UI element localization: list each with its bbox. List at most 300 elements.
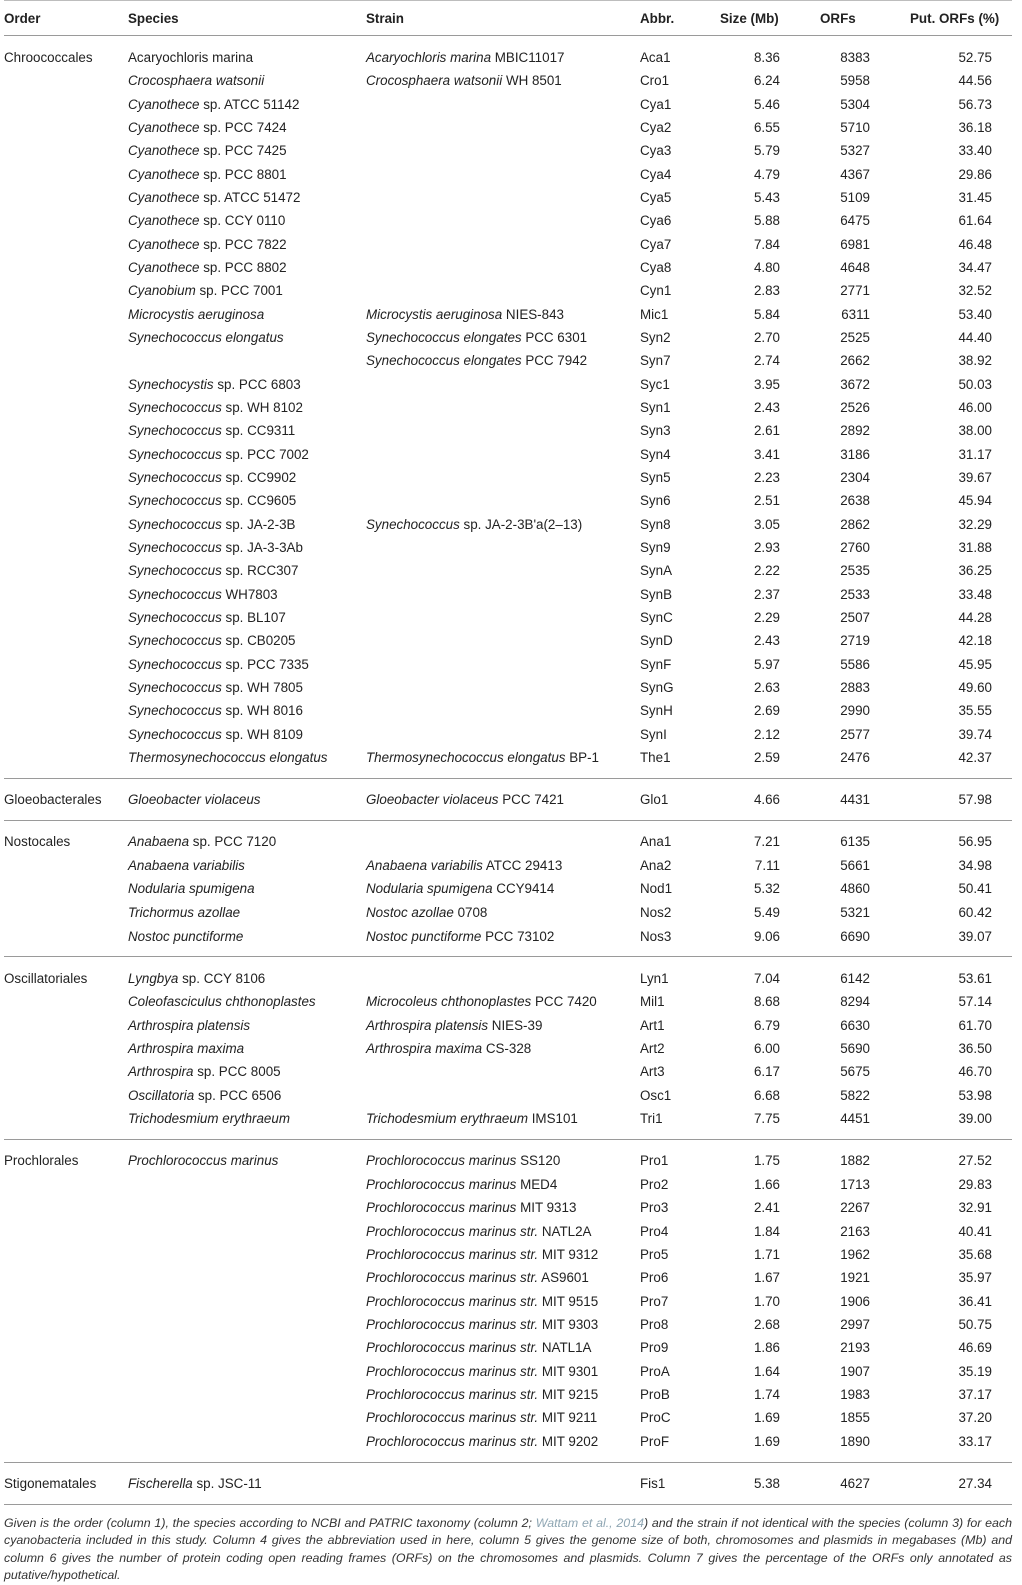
cell-put-orfs: 31.45 — [958, 189, 992, 205]
cell-orfs: 2267 — [840, 1200, 870, 1216]
table-row — [4, 990, 1012, 1013]
cell-size: 6.68 — [753, 1087, 780, 1103]
cell-put-orfs: 50.03 — [958, 376, 992, 392]
cell-size: 1.74 — [753, 1386, 780, 1402]
cell-order — [4, 924, 128, 957]
cell-size: 2.41 — [753, 1200, 780, 1216]
cell-put-orfs: 40.41 — [958, 1223, 992, 1239]
cell-abbr: Cya7 — [640, 236, 672, 252]
table-row — [4, 653, 1012, 676]
species-rest: sp. PCC 7120 — [189, 834, 277, 850]
cell-put-orfs: 42.18 — [958, 633, 992, 649]
strain-italic: Prochlorococcus marinus str. — [366, 1340, 539, 1356]
cell-species — [128, 1196, 366, 1219]
species-rest: sp. PCC 6803 — [213, 376, 301, 392]
cell-size: 2.43 — [753, 633, 780, 649]
cell-put-orfs: 46.00 — [958, 399, 992, 415]
cell-order — [4, 1336, 128, 1359]
strain-rest: sp. JA-2-3B'a(2–13) — [459, 516, 583, 532]
species-italic: Cyanothece — [128, 143, 200, 159]
species-rest: sp. PCC 7001 — [195, 283, 283, 299]
table-row — [4, 69, 1012, 92]
caption-text-before: Given is the order (column 1), the species according to NCBI and PATRIC taxonomy (column 2; — [4, 1515, 536, 1530]
cell-put-orfs: 49.60 — [958, 680, 992, 696]
cell-size: 1.70 — [753, 1293, 780, 1309]
species-italic: Gloeobacter violaceus — [128, 792, 261, 808]
species-rest: sp. PCC 7424 — [199, 119, 287, 135]
cell-abbr: Pro3 — [640, 1200, 669, 1216]
cell-size: 5.38 — [712, 1462, 802, 1504]
table-row — [4, 466, 1012, 489]
cell-size: 8.36 — [753, 49, 780, 65]
cell-species — [128, 957, 366, 991]
cell-size: 5.49 — [753, 904, 780, 920]
cell-species — [128, 536, 366, 559]
cell-order: Stigonematales — [4, 1462, 128, 1504]
species-rest: sp. JA-3-3Ab — [221, 540, 303, 556]
cell-order — [4, 1383, 128, 1406]
cell-put-orfs: 45.94 — [958, 493, 992, 509]
cell-orfs: 8383 — [840, 49, 870, 65]
cell-strain — [366, 653, 640, 676]
cell-put-orfs: 52.75 — [958, 49, 992, 65]
cell-species — [128, 1430, 366, 1463]
cell-orfs: 1906 — [840, 1293, 870, 1309]
cell-species — [128, 69, 366, 92]
strain-rest: ATCC 29413 — [482, 858, 563, 874]
cell-order: Prochlorales — [4, 1139, 128, 1173]
table-row — [4, 162, 1012, 185]
cell-size: 7.11 — [754, 858, 780, 874]
species-italic: Cyanothece — [128, 96, 200, 112]
table-row — [4, 92, 1012, 115]
cell-species — [128, 583, 366, 606]
strain-italic: Acaryochloris marina — [366, 49, 492, 65]
cell-strain — [366, 419, 640, 442]
table-row — [4, 1139, 1012, 1173]
cell-orfs: 6311 — [841, 306, 870, 322]
strain-italic: Prochlorococcus marinus — [366, 1176, 517, 1192]
strain-italic: Synechococcus — [366, 516, 460, 532]
strain-rest: MIT 9211 — [538, 1410, 598, 1426]
header-abbr: Abbr. — [640, 1, 712, 36]
strain-italic: Prochlorococcus marinus str. — [366, 1270, 539, 1286]
species-rest: sp. CC9902 — [221, 470, 297, 486]
cell-strain — [366, 746, 640, 779]
cell-strain — [366, 1266, 640, 1289]
cell-orfs: 4860 — [840, 881, 870, 897]
cell-abbr: Cya5 — [640, 189, 672, 205]
cell-order — [4, 1243, 128, 1266]
strain-italic: Prochlorococcus marinus str. — [366, 1386, 539, 1402]
species-rest: sp. CCY 8106 — [178, 970, 266, 986]
species-italic: Cyanothece — [128, 213, 200, 229]
cell-orfs: 4367 — [840, 166, 870, 182]
cell-put-orfs: 27.34 — [892, 1462, 1012, 1504]
species-rest: sp. CCY 0110 — [199, 213, 286, 229]
cell-order — [4, 396, 128, 419]
strain-italic: Gloeobacter violaceus — [366, 792, 499, 808]
table-row — [4, 1243, 1012, 1266]
cell-put-orfs: 56.73 — [958, 96, 992, 112]
species-italic: Synechococcus — [128, 446, 222, 462]
table-row — [4, 1336, 1012, 1359]
cell-size: 1.64 — [753, 1363, 780, 1379]
cell-orfs: 2163 — [840, 1223, 870, 1239]
table-row — [4, 957, 1012, 991]
table-row — [4, 139, 1012, 162]
cell-order — [4, 513, 128, 536]
species-rest: sp. WH 7805 — [221, 680, 303, 696]
cell-abbr: SynD — [640, 633, 673, 649]
species-italic: Synechococcus — [128, 540, 222, 556]
species-rest: sp. PCC 8802 — [199, 259, 287, 275]
species-rest: sp. PCC 7822 — [199, 236, 287, 252]
cell-strain — [366, 723, 640, 746]
cell-orfs: 6475 — [840, 213, 870, 229]
table-row — [4, 1196, 1012, 1219]
cell-order — [4, 1173, 128, 1196]
cell-order — [4, 1430, 128, 1463]
species-italic: Prochlorococcus marinus — [128, 1153, 279, 1169]
cell-strain — [366, 1219, 640, 1242]
cell-strain — [366, 1060, 640, 1083]
table-body — [4, 36, 1012, 1505]
strain-rest: MED4 — [516, 1176, 558, 1192]
cell-strain — [366, 629, 640, 652]
cell-orfs: 2862 — [840, 516, 870, 532]
cell-size: 1.86 — [753, 1340, 780, 1356]
cell-species — [128, 1219, 366, 1242]
cell-orfs: 5822 — [840, 1087, 870, 1103]
table-row — [4, 1173, 1012, 1196]
cell-orfs: 2883 — [840, 680, 870, 696]
cell-order — [4, 1107, 128, 1140]
cell-order — [4, 232, 128, 255]
cell-order — [4, 69, 128, 92]
cell-species — [128, 1406, 366, 1429]
cell-abbr: Ana2 — [640, 858, 672, 874]
cell-order — [4, 1313, 128, 1336]
species-rest: sp. PCC 8005 — [193, 1064, 281, 1080]
species-italic: Cyanothece — [128, 119, 200, 135]
cell-size: 1.66 — [753, 1176, 780, 1192]
cell-species — [128, 877, 366, 900]
cell-species — [128, 1359, 366, 1382]
table-row — [4, 419, 1012, 442]
species-italic: Crocosphaera watsonii — [128, 73, 265, 89]
table-row — [4, 1219, 1012, 1242]
cell-put-orfs: 50.75 — [958, 1316, 992, 1332]
cell-order — [4, 162, 128, 185]
cell-abbr: Art2 — [640, 1040, 665, 1056]
cell-order — [4, 990, 128, 1013]
cell-abbr: Nos2 — [640, 904, 672, 920]
cell-order — [4, 1219, 128, 1242]
cell-strain — [366, 676, 640, 699]
table-row — [4, 583, 1012, 606]
cell-species — [128, 92, 366, 115]
species-rest: sp. JSC-11 — [192, 1476, 262, 1491]
cell-order — [4, 1037, 128, 1060]
cell-strain — [366, 699, 640, 722]
cell-size: 2.68 — [753, 1316, 780, 1332]
table-row — [4, 489, 1012, 512]
cell-size: 7.04 — [712, 957, 802, 991]
cell-put-orfs: 35.55 — [958, 703, 992, 719]
table-row — [4, 559, 1012, 582]
table-row — [4, 302, 1012, 325]
cell-orfs: 6690 — [840, 928, 870, 944]
cell-abbr: SynF — [640, 656, 672, 672]
cell-strain — [366, 924, 640, 957]
species-rest: sp. ATCC 51472 — [199, 189, 301, 205]
cell-orfs: 5675 — [840, 1064, 870, 1080]
cell-order — [4, 372, 128, 395]
table-row — [4, 1266, 1012, 1289]
header-size: Size (Mb) — [712, 1, 802, 36]
cell-orfs: 1983 — [840, 1386, 870, 1402]
cell-size: 8.68 — [753, 994, 780, 1010]
species-rest: sp. PCC 7002 — [221, 446, 309, 462]
cell-size: 2.61 — [753, 423, 780, 439]
table-row — [4, 1406, 1012, 1429]
cell-abbr: Cya4 — [640, 166, 672, 182]
cell-size: 3.05 — [753, 516, 780, 532]
cell-species — [128, 372, 366, 395]
cell-species — [128, 676, 366, 699]
cell-species — [128, 349, 366, 372]
cell-size: 1.69 — [753, 1410, 780, 1426]
cell-order: Oscillatoriales — [4, 957, 128, 991]
species-rest: sp. PCC 7425 — [199, 143, 287, 159]
cell-abbr: SynI — [640, 726, 667, 742]
cell-size: 7.84 — [753, 236, 780, 252]
cell-orfs: 2507 — [840, 610, 870, 626]
cell-strain — [366, 1139, 640, 1173]
cell-strain — [366, 778, 640, 820]
cell-order — [4, 1266, 128, 1289]
cell-abbr: Tri1 — [640, 1111, 663, 1127]
citation-link[interactable]: Wattam et al., 2014 — [535, 1515, 644, 1530]
cell-strain — [366, 302, 640, 325]
strain-italic: Crocosphaera watsonii — [366, 73, 503, 89]
cell-orfs: 4431 — [802, 778, 892, 820]
cell-size: 1.69 — [753, 1434, 780, 1449]
cell-species — [128, 1383, 366, 1406]
header-put-orfs: Put. ORFs (%) — [892, 1, 1012, 36]
strain-italic: Thermosynechococcus elongatus — [366, 750, 566, 766]
strain-italic: Prochlorococcus marinus — [366, 1153, 517, 1169]
species-italic: Cyanothece — [128, 189, 200, 205]
cell-strain — [366, 372, 640, 395]
cell-abbr: Syn3 — [640, 423, 671, 439]
cell-abbr: Cya6 — [640, 213, 672, 229]
cell-orfs: 1921 — [840, 1270, 870, 1286]
cell-put-orfs: 53.40 — [958, 306, 992, 322]
cell-put-orfs: 38.92 — [958, 353, 992, 369]
cell-orfs: 1713 — [840, 1176, 870, 1192]
cell-order — [4, 256, 128, 279]
cell-put-orfs: 44.40 — [958, 329, 992, 345]
cell-size: 2.12 — [753, 726, 780, 742]
cell-put-orfs: 31.88 — [958, 540, 992, 556]
cell-put-orfs: 60.42 — [958, 904, 992, 920]
species-italic: Synechococcus — [128, 586, 222, 602]
species-italic: Synechococcus elongatus — [128, 329, 284, 345]
cell-strain — [366, 1243, 640, 1266]
cell-species — [128, 1336, 366, 1359]
cell-species — [128, 924, 366, 957]
species-italic: Fischerella — [128, 1476, 193, 1491]
species-italic: Anabaena — [128, 834, 190, 850]
table-row — [4, 877, 1012, 900]
cell-abbr: The1 — [640, 750, 671, 766]
cell-abbr: Syc1 — [640, 376, 670, 392]
cell-abbr: Pro7 — [640, 1293, 669, 1309]
cell-orfs: 2304 — [840, 470, 870, 486]
species-rest: sp. WH 8016 — [221, 703, 303, 719]
table-row — [4, 536, 1012, 559]
cell-put-orfs: 32.52 — [958, 283, 992, 299]
strain-italic: Anabaena variabilis — [366, 858, 483, 874]
cell-orfs: 5690 — [840, 1040, 870, 1056]
cell-abbr: Nod1 — [640, 881, 673, 897]
cell-size: 2.63 — [753, 680, 780, 696]
cell-size: 2.83 — [753, 283, 780, 299]
cell-size: 5.43 — [753, 189, 780, 205]
table-row — [4, 629, 1012, 652]
species-italic: Synechococcus — [128, 610, 222, 626]
cell-strain — [366, 1289, 640, 1312]
cell-abbr: ProF — [640, 1434, 670, 1449]
cell-put-orfs: 39.00 — [958, 1111, 992, 1127]
cell-size: 7.21 — [712, 820, 802, 854]
cell-species — [128, 513, 366, 536]
species-italic: Cyanothece — [128, 259, 200, 275]
cell-species — [128, 1139, 366, 1173]
cell-orfs: 5321 — [840, 904, 870, 920]
cell-order — [4, 466, 128, 489]
cell-size: 2.59 — [753, 750, 780, 766]
cell-species — [128, 559, 366, 582]
species-italic: Synechococcus — [128, 680, 222, 696]
cell-species — [128, 854, 366, 877]
strain-rest: MIT 9215 — [538, 1386, 599, 1402]
cell-put-orfs: 46.70 — [958, 1064, 992, 1080]
table-caption — [4, 1515, 1012, 1585]
cell-strain — [366, 559, 640, 582]
strain-italic: Prochlorococcus marinus str. — [366, 1223, 539, 1239]
table-row — [4, 820, 1012, 854]
cell-size: 7.75 — [753, 1111, 780, 1127]
cell-order — [4, 1083, 128, 1106]
cell-order — [4, 653, 128, 676]
table-row — [4, 1313, 1012, 1336]
cell-put-orfs: 36.25 — [958, 563, 992, 579]
table-row — [4, 723, 1012, 746]
cell-abbr: Pro4 — [640, 1223, 669, 1239]
cell-put-orfs: 44.28 — [958, 610, 992, 626]
cell-strain — [366, 256, 640, 279]
cell-order — [4, 279, 128, 302]
species-rest: sp. ATCC 51142 — [199, 96, 300, 112]
cell-abbr: Syn5 — [640, 470, 671, 486]
cell-abbr: Ana1 — [640, 820, 712, 854]
cell-order — [4, 746, 128, 779]
cell-strain — [366, 466, 640, 489]
strain-rest: MIT 9202 — [538, 1434, 599, 1449]
cell-species — [128, 1243, 366, 1266]
cell-orfs: 4627 — [802, 1462, 892, 1504]
species-italic: Synechococcus — [128, 470, 222, 486]
cell-order — [4, 901, 128, 924]
cell-species — [128, 1013, 366, 1036]
cell-order: Nostocales — [4, 820, 128, 854]
strain-rest: PCC 7421 — [498, 792, 565, 808]
cell-strain — [366, 990, 640, 1013]
cell-order — [4, 349, 128, 372]
cell-orfs: 5586 — [840, 656, 870, 672]
cell-order: Gloeobacterales — [4, 778, 128, 820]
cell-order — [4, 1359, 128, 1382]
table-row — [4, 232, 1012, 255]
cell-size: 1.75 — [712, 1139, 802, 1173]
strain-rest: MIT 9313 — [516, 1200, 577, 1216]
cell-species — [128, 489, 366, 512]
cell-orfs: 6142 — [802, 957, 892, 991]
strain-rest: MIT 9303 — [538, 1316, 599, 1332]
cell-strain — [366, 820, 640, 854]
cell-orfs: 8294 — [840, 994, 870, 1010]
cell-put-orfs: 29.86 — [958, 166, 992, 182]
cell-orfs: 1890 — [840, 1434, 870, 1449]
species-italic: Synechococcus — [128, 656, 222, 672]
cell-strain — [366, 606, 640, 629]
strain-italic: Nostoc azollae — [366, 904, 454, 920]
cell-put-orfs: 32.91 — [958, 1200, 992, 1216]
species-italic: Oscillatoria — [128, 1087, 195, 1103]
strain-rest: PCC 73102 — [481, 928, 555, 944]
cell-strain — [366, 1013, 640, 1036]
table-row — [4, 778, 1012, 820]
cell-orfs: 1882 — [802, 1139, 892, 1173]
species-italic: Nodularia spumigena — [128, 881, 255, 897]
cell-orfs: 5304 — [840, 96, 870, 112]
strain-rest: IMS101 — [527, 1111, 578, 1127]
cell-orfs: 2662 — [840, 353, 870, 369]
cell-put-orfs: 39.67 — [958, 470, 992, 486]
table-row — [4, 1383, 1012, 1406]
cell-abbr: Aca1 — [640, 49, 671, 65]
cell-species — [128, 36, 366, 70]
cell-order: Chroococcales — [4, 49, 93, 65]
cell-order — [4, 629, 128, 652]
species-italic: Lyngbya — [128, 970, 179, 986]
cell-abbr: Syn4 — [640, 446, 671, 462]
strain-italic: Synechococcus elongates — [366, 353, 522, 369]
cell-species — [128, 1313, 366, 1336]
cell-abbr: Cyn1 — [640, 283, 672, 299]
cell-abbr: Syn8 — [640, 516, 671, 532]
cell-strain — [366, 877, 640, 900]
cell-size: 3.41 — [753, 446, 780, 462]
cell-species — [128, 209, 366, 232]
cell-abbr: Mic1 — [640, 306, 669, 322]
strain-rest: NIES-843 — [502, 306, 564, 322]
cell-size: 2.22 — [753, 563, 780, 579]
cell-size: 2.43 — [753, 399, 780, 415]
